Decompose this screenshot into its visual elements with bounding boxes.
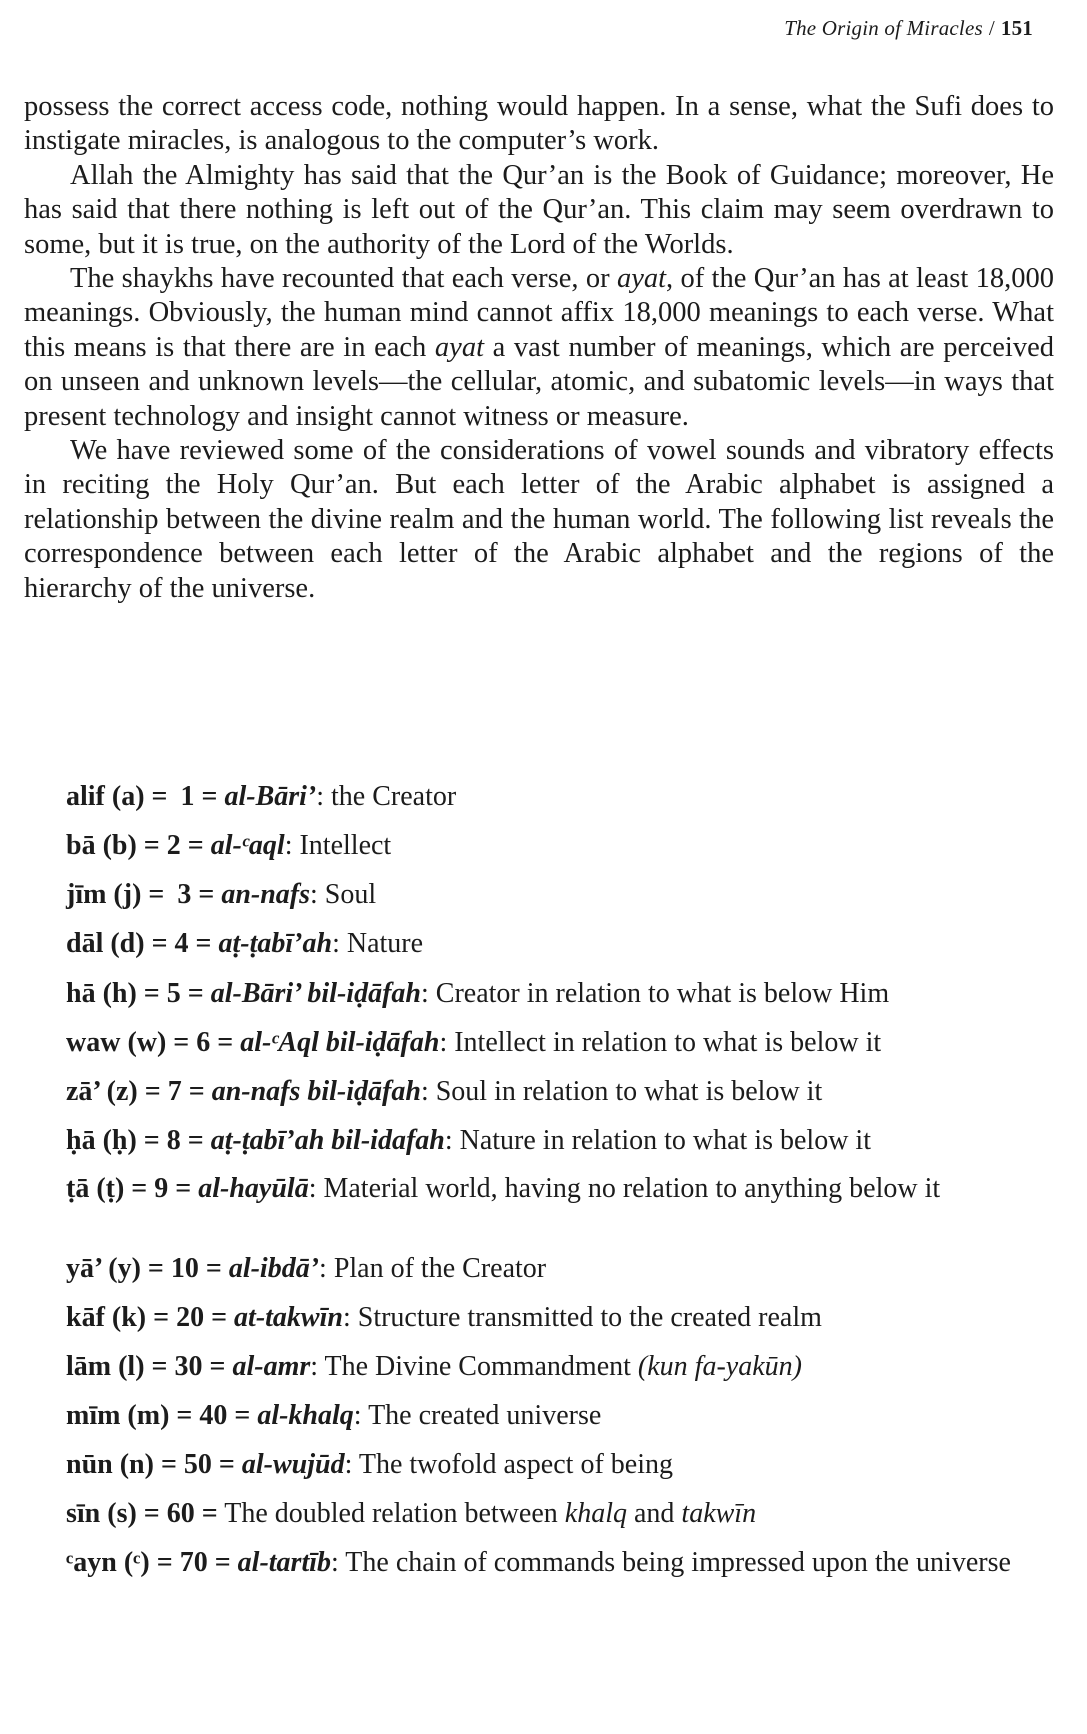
letter-entry xyxy=(66,1026,1054,1059)
paragraph-guidance: Allah the Almighty has said that the Qur’an is the Book of Guidance; moreover, He has said that there nothing is left out of the Qur’an. This claim may seem overdrawn to some, but it is true, on the authority of the Lord of the Worlds. xyxy=(24,159,1054,260)
letter-entry xyxy=(66,1399,1054,1432)
letter-meaning-2: and xyxy=(626,1498,682,1529)
letter-note-2: takwīn xyxy=(681,1498,757,1529)
body-text xyxy=(24,90,1054,606)
letter-value: 60 = xyxy=(166,1498,218,1529)
letter-term: al-tartīb xyxy=(237,1547,332,1578)
letter-value: 4 = xyxy=(174,928,212,959)
letter-entry xyxy=(66,780,1054,813)
letter-name: mīm (m) = xyxy=(66,1400,193,1431)
letter-value: 10 = xyxy=(170,1253,222,1284)
letter-name: ṭā (ṭ) = xyxy=(66,1173,148,1204)
letter-value: 5 = xyxy=(166,978,204,1009)
letter-note: (kun fa-yakūn) xyxy=(637,1351,802,1382)
letter-term: al-wujūd xyxy=(241,1449,345,1480)
letter-value: 2 = xyxy=(166,830,204,861)
letter-value: 3 = xyxy=(177,879,215,910)
letter-value: 9 = xyxy=(154,1173,192,1204)
letter-entry xyxy=(66,878,1054,911)
paragraph-meanings-text-a: The shaykhs have recounted that each verse, or xyxy=(70,263,617,295)
letter-entry xyxy=(66,977,1054,1010)
letter-entry xyxy=(66,1448,1054,1481)
letter-meaning: : Nature xyxy=(332,928,424,959)
letter-term: al-hayūlā xyxy=(198,1173,309,1204)
letter-name: ᶜayn (ᶜ) = xyxy=(66,1547,173,1578)
letter-value: 6 = xyxy=(196,1027,234,1058)
letter-term: an-nafs xyxy=(221,879,311,910)
letter-term: aṭ-ṭabī’ah xyxy=(218,928,333,959)
letter-meaning: : Nature in relation to what is below it xyxy=(444,1125,871,1156)
letter-name: nūn (n) = xyxy=(66,1449,177,1480)
letter-value: 20 = xyxy=(176,1302,228,1333)
paragraph-meanings-text-c: a vast number of meanings, which are perceived on unseen and unknown levels—the cellular, atomic, and subatomic levels—in ways that present technology and insight cannot witness or measure. xyxy=(24,331,1054,432)
letter-meaning: : Creator in relation to what is below Him xyxy=(420,978,890,1009)
letter-name: sīn (s) = xyxy=(66,1498,160,1529)
letter-meaning: : the Creator xyxy=(316,781,457,812)
letter-term: an-nafs bil-iḍāfah xyxy=(211,1076,421,1107)
running-head xyxy=(784,16,1033,41)
ayat-term: ayat xyxy=(616,263,667,295)
letter-term: al-ᶜAql bil-iḍāfah xyxy=(240,1027,440,1058)
letter-name: kāf (k) = xyxy=(66,1302,170,1333)
letter-term: aṭ-ṭabī’ah bil-idafah xyxy=(210,1125,445,1156)
letter-entry xyxy=(66,829,1054,862)
letter-name: jīm (j) = xyxy=(66,879,165,910)
letter-meaning: : Intellect xyxy=(284,830,392,861)
letter-value: 50 = xyxy=(183,1449,235,1480)
paragraph-meanings-text-b: , of the Qur’an has at least 18,000 meanings. Obviously, the human mind cannot affix 18,000 meanings to each verse. What this means is that there are in each xyxy=(24,263,1054,363)
letter-name: alif (a) = xyxy=(66,781,168,812)
letter-value: 7 = xyxy=(167,1076,205,1107)
letter-value: 70 = xyxy=(179,1547,231,1578)
ayat-term: ayat xyxy=(434,331,484,363)
letter-value: 40 = xyxy=(199,1400,251,1431)
letter-meaning: : Intellect in relation to what is below it xyxy=(439,1027,882,1058)
letter-name: zā’ (z) = xyxy=(66,1076,161,1107)
letter-term: al-amr xyxy=(232,1351,311,1382)
letter-note: khalq xyxy=(564,1498,627,1529)
header-separator: / xyxy=(988,16,995,40)
letter-value: 30 = xyxy=(174,1351,226,1382)
chapter-title: The Origin of Miracles xyxy=(784,16,983,40)
letter-meaning: : Plan of the Creator xyxy=(319,1253,547,1284)
letter-meaning: : The chain of commands being impressed upon the universe xyxy=(331,1547,1011,1578)
paragraph-meanings xyxy=(24,262,1054,434)
letter-name: dāl (d) = xyxy=(66,928,168,959)
letter-meaning: : Structure transmitted to the created realm xyxy=(342,1302,822,1333)
letter-entry xyxy=(66,1172,1054,1205)
letter-entry xyxy=(66,1301,1054,1334)
letter-term: al-ᶜaql xyxy=(210,830,285,861)
letter-name: bā (b) = xyxy=(66,830,160,861)
letter-entry xyxy=(66,927,1054,960)
letter-term: al-khalq xyxy=(257,1400,354,1431)
letter-value: 8 = xyxy=(166,1125,204,1156)
letter-meaning: : Soul xyxy=(310,879,377,910)
letter-meaning: : Material world, having no relation to anything below it xyxy=(308,1173,941,1204)
paragraph-continued: possess the correct access code, nothing would happen. In a sense, what the Sufi does to instigate miracles, is analogous to the computer’s work. xyxy=(24,91,1054,157)
page-number: 151 xyxy=(1000,16,1033,40)
letter-entry xyxy=(66,1350,1054,1383)
letter-entry xyxy=(66,1546,1054,1579)
letter-meaning: : Soul in relation to what is below it xyxy=(420,1076,823,1107)
letter-term: al-Bāri’ bil-iḍāfah xyxy=(210,978,421,1009)
letter-term: at-takwīn xyxy=(234,1302,343,1333)
letter-name: lām (l) = xyxy=(66,1351,168,1382)
letter-value: 1 = xyxy=(180,781,218,812)
letter-name: ḥā (ḥ) = xyxy=(66,1125,160,1156)
letter-meaning: : The Divine Commandment xyxy=(310,1351,638,1382)
letter-name: yā’ (y) = xyxy=(66,1253,164,1284)
letter-term: al-Bāri’ xyxy=(224,781,317,812)
letter-entry xyxy=(66,1252,1054,1285)
letter-meaning: : The twofold aspect of being xyxy=(344,1449,673,1480)
letter-name: waw (w) = xyxy=(66,1027,190,1058)
letter-meaning: The doubled relation between xyxy=(217,1498,565,1529)
letter-entry xyxy=(66,1497,1054,1530)
letter-name: hā (h) = xyxy=(66,978,160,1009)
letter-meaning: : The created universe xyxy=(353,1400,602,1431)
letter-entry xyxy=(66,1075,1054,1108)
letter-entry xyxy=(66,1124,1054,1157)
letter-term: al-ibdā’ xyxy=(228,1253,320,1284)
paragraph-alphabet: We have reviewed some of the considerations of vowel sounds and vibratory effects in reciting the Holy Qur’an. But each letter of the Arabic alphabet is assigned a relationship between the divine realm and the human world. The following list reveals the correspondence between each letter of the Arabic alphabet and the regions of the hierarchy of the universe. xyxy=(24,435,1054,604)
